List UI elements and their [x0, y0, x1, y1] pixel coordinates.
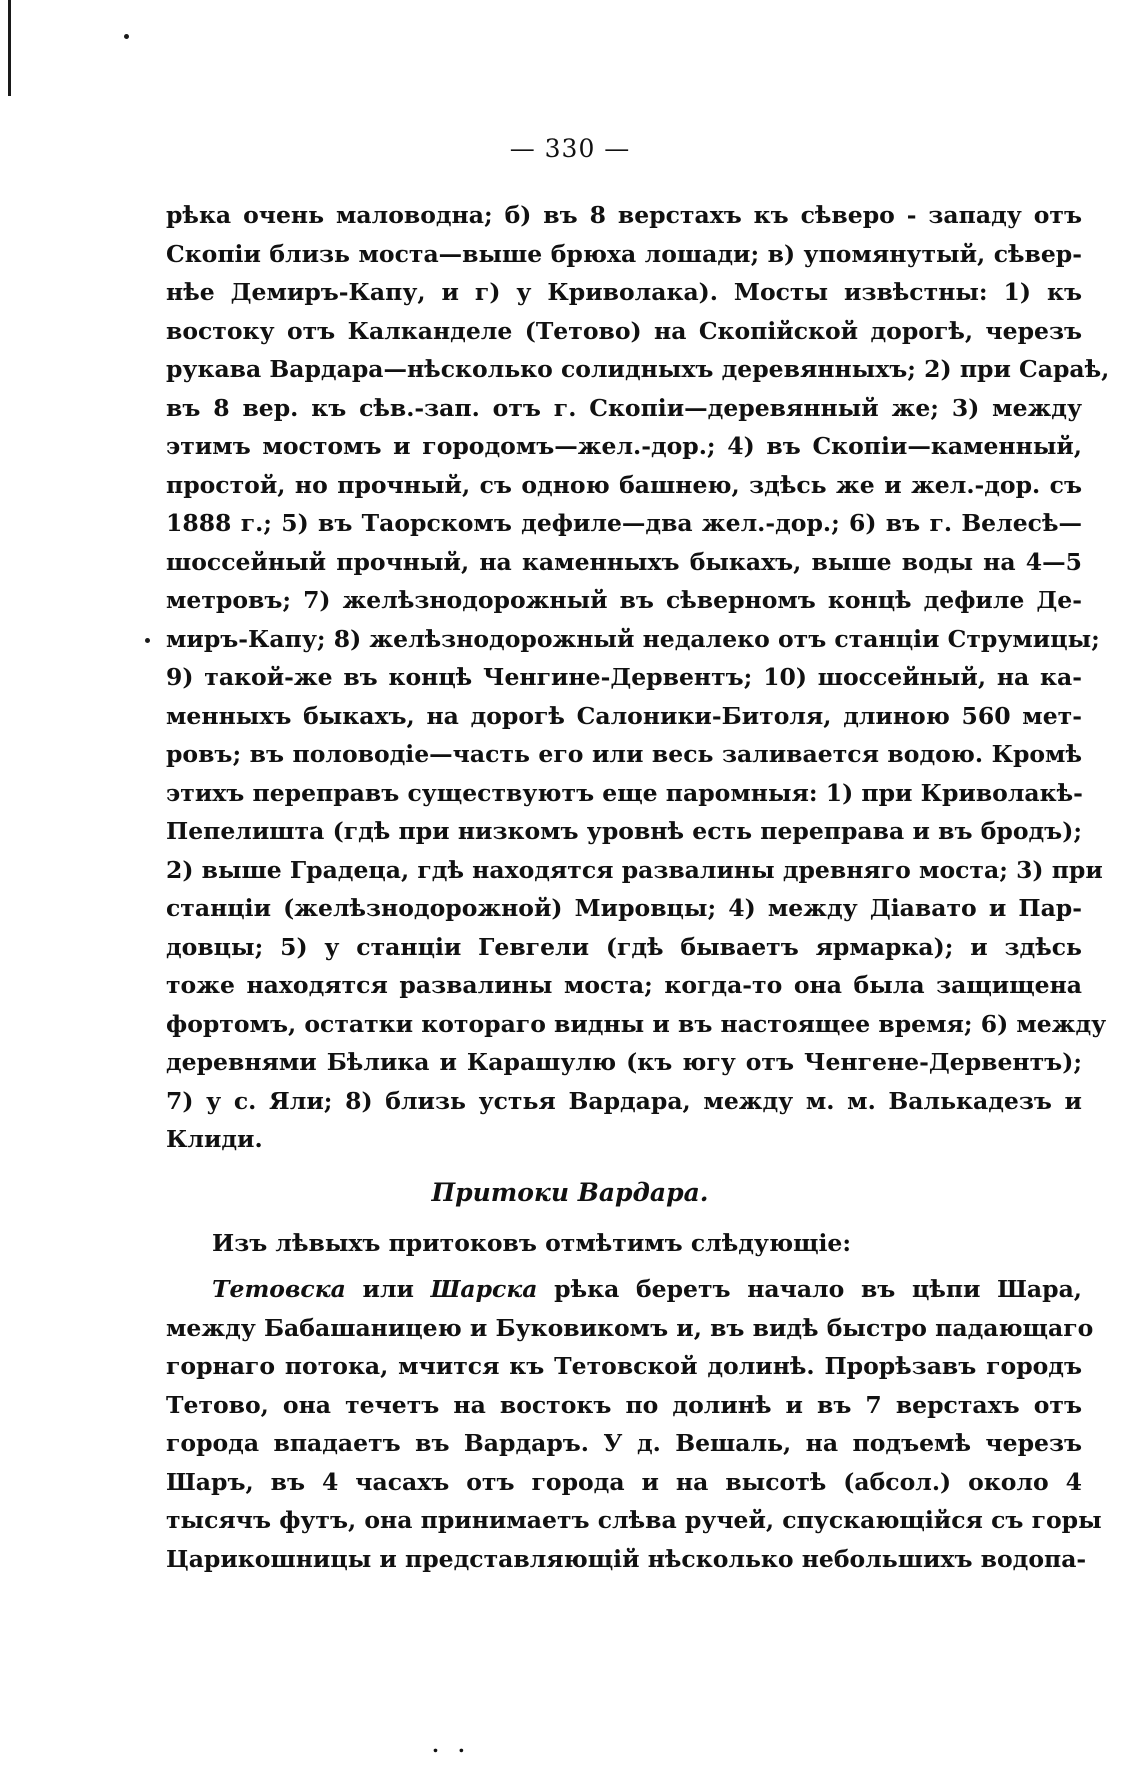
text-line: Клиди. [166, 1125, 263, 1153]
text-line: миръ-Капу; 8) желѣзнодорожный недалеко отъ станціи Струмицы; [166, 624, 1100, 653]
paragraph-tetovska [166, 1270, 1102, 1578]
text-line: Шаръ, въ 4 часахъ отъ города и на высотѣ (абсол.) около 4 [166, 1467, 1082, 1496]
text-line [166, 1270, 1082, 1309]
text-line: 7) у с. Яли; 8) близь устья Вардара, между м. м. Валькадезъ и [166, 1086, 1082, 1115]
text-line: менныхъ быкахъ, на дорогѣ Салоники-Битоля, длиною 560 мет- [166, 701, 1082, 730]
text-line: рѣка очень маловодна; б) въ 8 верстахъ къ сѣверо - западу отъ [166, 201, 1082, 229]
text-line: метровъ; 7) желѣзнодорожный въ сѣверномъ концѣ дефиле Де- [166, 586, 1082, 614]
text-line: Изъ лѣвыхъ притоковъ отмѣтимъ слѣдующіе: [212, 1229, 852, 1257]
text-line: фортомъ, остатки котораго видны и въ настоящее время; 6) между [166, 1009, 1107, 1038]
paragraph-intro [166, 1224, 1082, 1263]
bottom-marks: . . [432, 1733, 471, 1757]
text-line: рукава Вардара—нѣсколько солидныхъ деревянныхъ; 2) при Сараѣ, [166, 355, 1110, 383]
text-line: этимъ мостомъ и городомъ—жел.-дор.; 4) въ Скопіи—каменный, [166, 432, 1082, 460]
text-line: этихъ переправъ существуютъ еще паромныя: 1) при Криволакѣ- [166, 778, 1083, 807]
text-line: 1888 г.; 5) въ Таорскомъ дефиле—два жел.-дор.; 6) въ г. Велесѣ— [166, 509, 1082, 537]
river-name-sharska: Шарска [430, 1275, 538, 1303]
text-line: тоже находятся развалины моста; когда-то она была защищена [166, 971, 1082, 999]
text-line: ровъ; въ половодіе—часть его или весь заливается водою. Кромѣ [166, 740, 1082, 768]
text-line: Царикошницы и представляющій нѣсколько небольшихъ водопа- [166, 1544, 1087, 1573]
text-run: рѣка беретъ начало въ цѣпи Шара, [537, 1275, 1082, 1303]
scan-speck [124, 34, 129, 39]
text-line: въ 8 вер. къ сѣв.-зап. отъ г. Скопіи—деревянный же; 3) между [166, 393, 1082, 422]
text-line: горнаго потока, мчится къ Тетовской долинѣ. Прорѣзавъ городъ [166, 1352, 1082, 1380]
text-line: 9) такой-же въ концѣ Ченгине-Дервентъ; 10) шоссейный, на ка- [166, 663, 1082, 691]
text-line: деревнями Бѣлика и Карашулю (къ югу отъ Ченгене-Дервентъ); [166, 1048, 1082, 1076]
section-heading: Притоки Вардара. [431, 1178, 709, 1207]
scan-margin-rule [8, 0, 11, 96]
text-line: Тетово, она течетъ на востокъ по долинѣ и въ 7 верстахъ отъ [166, 1390, 1082, 1419]
text-line: нѣе Демиръ-Капу, и г) у Криволака). Мосты извѣстны: 1) къ [166, 278, 1082, 306]
text-line: тысячъ футъ, она принимаетъ слѣва ручей, спускающійся съ горы [166, 1506, 1102, 1534]
text-line: между Бабашаницею и Буковикомъ и, въ видѣ быстро падающаго [166, 1313, 1094, 1342]
scan-speck [145, 638, 150, 643]
text-line: города впадаетъ въ Вардаръ. У д. Вешаль, на подъемѣ черезъ [166, 1429, 1082, 1457]
text-line: простой, но прочный, съ одною башнею, здѣсь же и жел.-дор. съ [166, 470, 1082, 499]
text-line: шоссейный прочный, на каменныхъ быкахъ, выше воды на 4—5 [166, 547, 1082, 576]
paragraph-bridges [166, 196, 1110, 1159]
text-line: довцы; 5) у станціи Гевгели (гдѣ бываетъ ярмарка); и здѣсь [166, 932, 1082, 961]
text-line: станціи (желѣзнодорожной) Мировцы; 4) между Діавато и Пар- [166, 894, 1082, 922]
text-line: 2) выше Градеца, гдѣ находятся развалины древняго моста; 3) при [166, 855, 1103, 884]
river-name-tetovska: Тетовска [212, 1275, 346, 1303]
text-connector: или [345, 1275, 431, 1303]
text-line: востоку отъ Калканделе (Тетово) на Скопійской дорогѣ, черезъ [166, 316, 1082, 345]
text-line: Скопіи близь моста—выше брюха лошади; в) упомянутый, сѣвер- [166, 239, 1082, 268]
page-number: — 330 — [509, 134, 631, 163]
text-line: Пепелишта (гдѣ при низкомъ уровнѣ есть переправа и въ бродъ); [166, 817, 1082, 845]
